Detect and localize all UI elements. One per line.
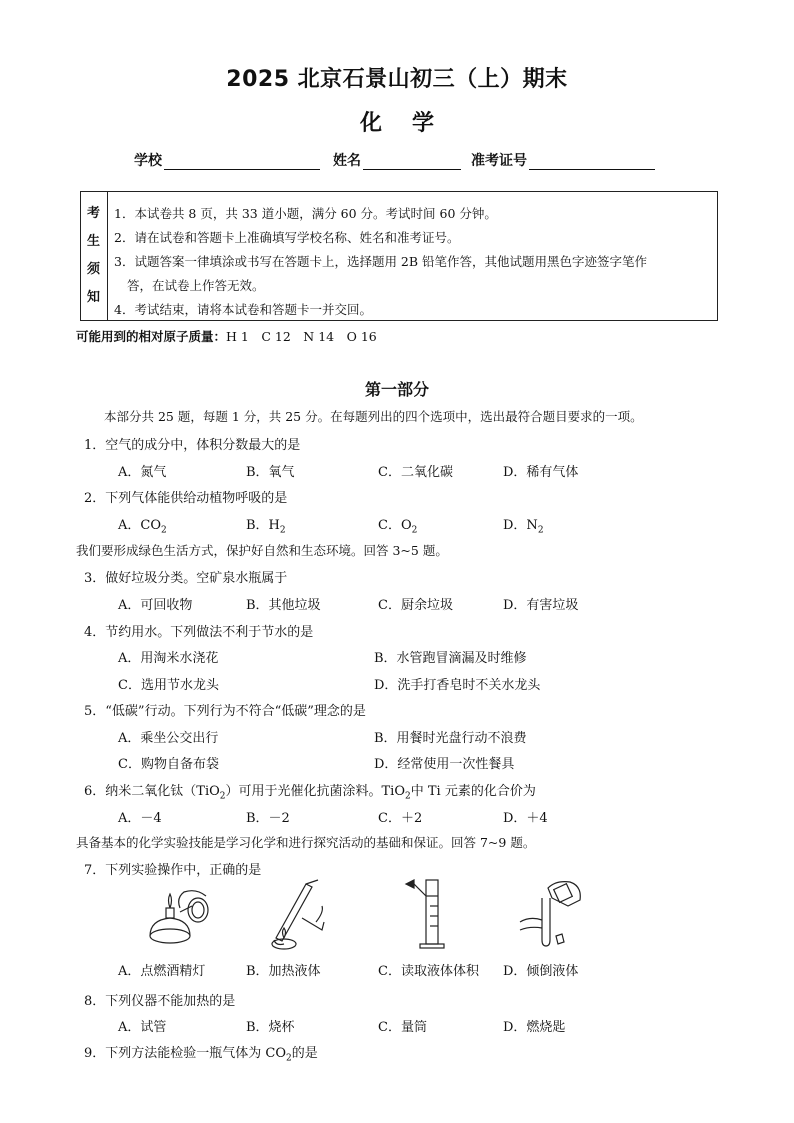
section-intro: 本部分共 25 题，每题 1 分，共 25 分。在每题列出的四个选项中，选出最符合题目要求的一项。: [104, 409, 643, 424]
exam-id-label: 准考证号: [471, 153, 527, 169]
reading-volume-figure: [398, 876, 458, 952]
atomic-mass-label: 可能用到的相对原子质量：: [76, 329, 227, 344]
option: B．水管跑冒滴漏及时维修: [374, 651, 527, 666]
notice-side-char: 须: [87, 262, 101, 277]
option: D．经常使用一次性餐具: [374, 757, 515, 772]
notice-side-char: 生: [87, 234, 101, 249]
question-stem: 6．纳米二氧化钛（TiO$_2$）可用于光催化抗菌涂料。TiO$_2$中 Ti 元素的化合价为: [84, 784, 536, 802]
name-blank: [363, 155, 461, 170]
school-label: 学校: [134, 153, 162, 169]
question-stem: 3．做好垃圾分类。空矿泉水瓶属于: [84, 571, 288, 586]
notice-line: 3．试题答案一律填涂或书写在答题卡上，选择题用 2B 铅笔作答，其他试题用黑色字迹签字笔作: [114, 254, 648, 269]
heating-liquid-figure: [262, 878, 332, 950]
option: B．用餐时光盘行动不浪费: [374, 731, 527, 746]
option: D．$N_2$: [503, 518, 544, 536]
option: D．稀有气体: [503, 465, 579, 480]
option: A．用淘米水浇花: [118, 651, 219, 666]
option: A．乘坐公交出行: [118, 731, 219, 746]
question-stem: 2．下列气体能供给动植物呼吸的是: [84, 491, 288, 506]
atomic-mass-values: H 1 C 12 N 14 O 16: [226, 329, 377, 344]
page-title: 2025 北京石景山初三（上）期末: [226, 67, 568, 92]
option: A．－4: [118, 811, 162, 826]
notice-side-char: 考: [87, 206, 101, 221]
notice-line: 答，在试卷上作答无效。: [127, 278, 265, 293]
alcohol-lamp-lighting-figure: [140, 880, 220, 948]
option: B．加热液体: [246, 964, 321, 979]
option: C．量筒: [378, 1020, 427, 1035]
option: C．＋2: [378, 811, 423, 826]
question-stem: 9．下列方法能检验一瓶气体为 $CO_2$的是: [84, 1046, 318, 1064]
option: A．试管: [118, 1020, 167, 1035]
option: D．燃烧匙: [503, 1020, 566, 1035]
question-stem: 1．空气的成分中，体积分数最大的是: [84, 438, 301, 453]
exam-id-blank: [529, 155, 655, 170]
option: C．$O_2$: [378, 518, 418, 536]
question-stem: 5．“低碳”行动。下列行为不符合“低碳”理念的是: [84, 704, 366, 719]
option: B．－2: [246, 811, 290, 826]
option: A．$CO_2$: [118, 518, 167, 536]
notice-line: 4．考试结束，请将本试卷和答题卡一并交回。: [114, 302, 372, 317]
option: C．读取液体体积: [378, 964, 479, 979]
school-blank: [164, 155, 320, 170]
option: D．＋4: [503, 811, 548, 826]
option: C．购物自备布袋: [118, 757, 219, 772]
school-field: [134, 150, 320, 170]
option: A．氮气: [118, 465, 167, 480]
section-title: 第一部分: [364, 380, 429, 399]
question-group-context: 我们要形成绿色生活方式，保护好自然和生态环境。回答 3~5 题。: [76, 543, 448, 558]
option: D．洗手打香皂时不关水龙头: [374, 678, 541, 693]
option: B．氧气: [246, 465, 295, 480]
option: C．选用节水龙头: [118, 678, 219, 693]
notice-box: [80, 191, 718, 321]
option: C．厨余垃圾: [378, 598, 453, 613]
pouring-liquid-figure: [512, 876, 590, 952]
atomic-mass-line: [76, 327, 377, 345]
notice-line: 2．请在试卷和答题卡上准确填写学校名称、姓名和准考证号。: [114, 230, 460, 245]
notice-line: 1．本试卷共 8 页，共 33 道小题，满分 60 分。考试时间 60 分钟。: [114, 206, 497, 221]
option: D．倾倒液体: [503, 964, 579, 979]
question-stem: 8．下列仪器不能加热的是: [84, 994, 236, 1009]
option: A．可回收物: [118, 598, 193, 613]
notice-side-char: 知: [87, 290, 101, 305]
exam-id-field: [471, 150, 655, 170]
option: A．点燃酒精灯: [118, 964, 206, 979]
name-label: 姓名: [333, 153, 361, 169]
question-group-context: 具备基本的化学实验技能是学习化学和进行探究活动的基础和保证。回答 7~9 题。: [76, 835, 536, 850]
option: B．其他垃圾: [246, 598, 321, 613]
question-stem: 7．下列实验操作中，正确的是: [84, 863, 262, 878]
option: B．$H_2$: [246, 518, 286, 536]
option: C．二氧化碳: [378, 465, 453, 480]
name-field: [333, 150, 461, 170]
option: D．有害垃圾: [503, 598, 579, 613]
option: B．烧杯: [246, 1020, 295, 1035]
notice-side-label: [81, 192, 108, 320]
question-stem: 4．节约用水。下列做法不利于节水的是: [84, 625, 314, 640]
subject-title: 化学: [359, 111, 464, 136]
